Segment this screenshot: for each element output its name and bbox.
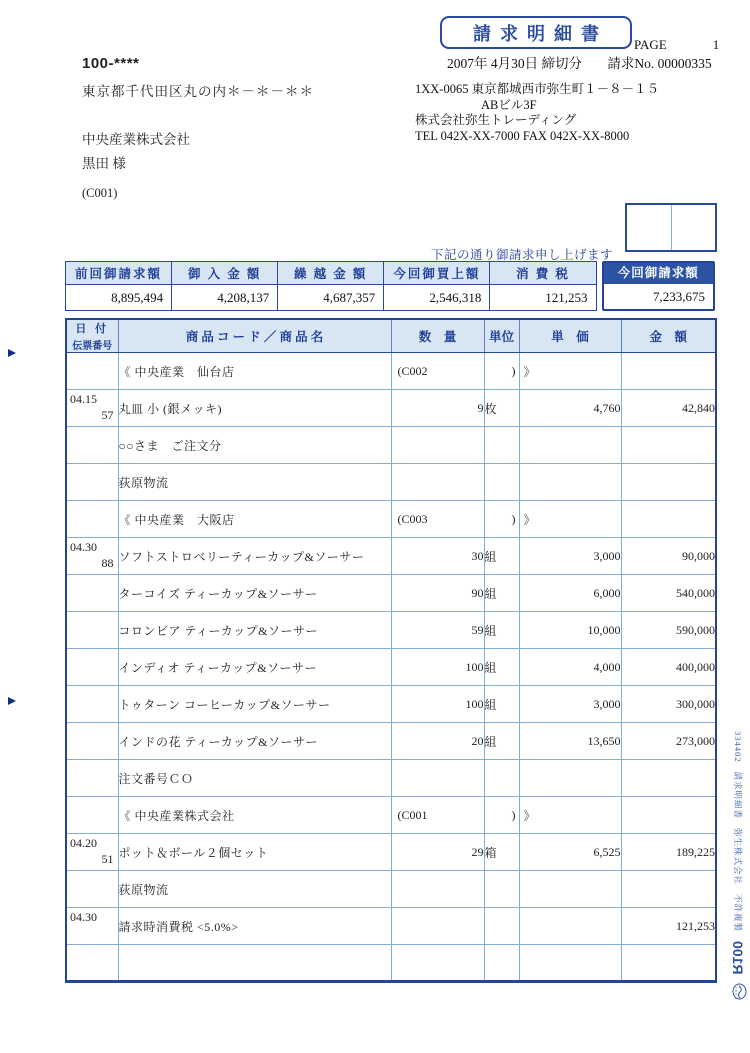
invoice-number: 請求No. 00000335 (607, 56, 712, 71)
cell-amount: 590,000 (621, 612, 716, 649)
cell-unit-price: 10,000 (519, 612, 621, 649)
cell-amount (621, 760, 716, 797)
col-unit: 単位 (484, 319, 519, 353)
cell-unit-price (519, 464, 621, 501)
cell-unit (484, 871, 519, 908)
cell-product-name: コロンビア ティーカップ&ソーサー (118, 612, 391, 649)
cell-date (66, 649, 118, 686)
sender-company: 株式会社弥生トレーディング (415, 113, 577, 127)
detail-header-row (66, 319, 716, 353)
copy-prohibited-label: 不許複製 (733, 894, 744, 933)
summary-val-current-billing: 7,233,675 (653, 289, 705, 304)
cell-amount (621, 353, 716, 390)
table-row (66, 464, 716, 501)
cell-unit: 枚 (484, 390, 519, 427)
cell-date (66, 871, 118, 908)
summary-table (65, 261, 715, 311)
approval-stamp-box (625, 203, 717, 252)
cell-amount: 273,000 (621, 723, 716, 760)
cell-quantity (391, 427, 484, 464)
document-title-box (440, 16, 632, 49)
cell-quantity: 100 (391, 649, 484, 686)
col-amount: 金 額 (621, 319, 716, 353)
cell-unit: ) (484, 353, 519, 390)
cell-product-name: ソフトストロベリーティーカップ&ソーサー (118, 538, 391, 575)
cell-unit-price: 》 (519, 797, 621, 834)
cell-amount (621, 797, 716, 834)
cell-quantity (391, 871, 484, 908)
cell-date (66, 464, 118, 501)
summary-main-table (65, 261, 597, 311)
table-row (66, 871, 716, 908)
cell-product-name: 注文番号ＣＯ (118, 760, 391, 797)
cell-product-name: インディオ ティーカップ&ソーサー (118, 649, 391, 686)
stamp-cell (627, 205, 672, 250)
cell-quantity (391, 464, 484, 501)
cell-quantity: 90 (391, 575, 484, 612)
table-row (66, 723, 716, 760)
cell-unit: ) (484, 797, 519, 834)
cell-unit: ) (484, 501, 519, 538)
cell-amount: 90,000 (621, 538, 716, 575)
billing-notice: 下記の通り御請求申し上げます (431, 248, 614, 262)
cell-date: 04.20 51 (66, 834, 118, 871)
cell-unit-price: 6,000 (519, 575, 621, 612)
summary-val-current-purchase: 2,546,318 (384, 285, 490, 311)
cell-product-name: 請求時消費税 <5.0%> (118, 908, 391, 945)
cell-unit-price (519, 427, 621, 464)
cell-amount: 42,840 (621, 390, 716, 427)
cell-amount: 121,253 (621, 908, 716, 945)
form-maker: 弥生株式会社 (733, 828, 744, 886)
recipient-customer-code: (C001) (82, 186, 118, 200)
cell-product-name: 丸皿 小 (銀メッキ) (118, 390, 391, 427)
recycled-paper-mark: R100 (730, 941, 747, 975)
cell-unit: 組 (484, 686, 519, 723)
document-title: 請求明細書 (473, 23, 608, 44)
cell-amount (621, 945, 716, 982)
cell-amount: 300,000 (621, 686, 716, 723)
page-label: PAGE (634, 37, 667, 52)
sender-block (415, 82, 659, 144)
cell-amount (621, 427, 716, 464)
cell-date (66, 427, 118, 464)
closing-date-row (447, 52, 747, 72)
cell-quantity (391, 945, 484, 982)
table-row (66, 612, 716, 649)
col-product: 商 品 コ ー ド ／ 商 品 名 (118, 319, 391, 353)
cell-quantity: 29 (391, 834, 484, 871)
cell-unit (484, 945, 519, 982)
soy-ink-logo (730, 983, 747, 1000)
recipient-person: 黒田 様 (82, 156, 126, 171)
cell-date (66, 353, 118, 390)
cell-date: 04.30 (66, 908, 118, 945)
cell-product-name: 《 中央産業 仙台店 (118, 353, 391, 390)
cell-unit-price: 4,760 (519, 390, 621, 427)
table-row (66, 427, 716, 464)
summary-col-payment: 御 入 金 額 (172, 262, 278, 285)
cell-date (66, 797, 118, 834)
cell-product-name: 荻原物流 (118, 464, 391, 501)
recipient-company: 中央産業株式会社 (82, 132, 190, 147)
current-billing-box (602, 261, 715, 311)
detail-table (65, 318, 715, 983)
page-indicator (634, 37, 719, 53)
table-row (66, 390, 716, 427)
cell-quantity: (C002 (391, 353, 484, 390)
table-row (66, 945, 716, 982)
cell-quantity: 100 (391, 686, 484, 723)
cell-unit-price: 6,525 (519, 834, 621, 871)
summary-col-carryover: 繰 越 金 額 (278, 262, 384, 285)
cell-unit: 組 (484, 538, 519, 575)
cell-unit-price (519, 908, 621, 945)
cell-product-name (118, 945, 391, 982)
cell-quantity: (C003 (391, 501, 484, 538)
form-name: 請求明細書 (733, 771, 744, 820)
summary-header-row (66, 262, 597, 285)
cell-date (66, 501, 118, 538)
cell-quantity: 20 (391, 723, 484, 760)
summary-val-payment: 4,208,137 (172, 285, 278, 311)
cell-product-name: トゥターン コーヒーカップ&ソーサー (118, 686, 391, 723)
cell-amount (621, 464, 716, 501)
summary-val-carryover: 4,687,357 (278, 285, 384, 311)
cell-date (66, 686, 118, 723)
cell-unit-price: 13,650 (519, 723, 621, 760)
cell-quantity: 59 (391, 612, 484, 649)
summary-val-tax: 121,253 (490, 285, 596, 311)
cell-unit: 組 (484, 575, 519, 612)
page-number: 1 (712, 37, 720, 52)
summary-col-current-billing: 今回御請求額 (604, 263, 713, 284)
cell-unit-price: 3,000 (519, 538, 621, 575)
cell-unit (484, 908, 519, 945)
cell-product-name: 《 中央産業株式会社 (118, 797, 391, 834)
svg-text:SOY INK: SOY INK (734, 986, 738, 1000)
table-row (66, 908, 716, 945)
cell-date: 04.15 57 (66, 390, 118, 427)
cell-unit-price (519, 871, 621, 908)
col-quantity: 数 量 (391, 319, 484, 353)
cell-product-name: 荻原物流 (118, 871, 391, 908)
registration-mark (8, 697, 16, 705)
registration-mark (8, 349, 16, 357)
cell-quantity: 30 (391, 538, 484, 575)
table-row (66, 353, 716, 390)
stamp-cell (672, 205, 716, 250)
sender-postal-address: 1XX-0065 東京都城西市弥生町１－８－１５ (415, 82, 660, 96)
summary-col-previous-balance: 前回御請求額 (66, 262, 172, 285)
cell-amount: 540,000 (621, 575, 716, 612)
recipient-postal-code: 100-**** (82, 55, 140, 72)
cell-date (66, 612, 118, 649)
form-code: 334402 (733, 731, 744, 763)
cell-amount: 189,225 (621, 834, 716, 871)
cell-unit (484, 760, 519, 797)
summary-val-previous-balance: 8,895,494 (66, 285, 172, 311)
table-row (66, 834, 716, 871)
recipient-block (82, 55, 314, 201)
table-row (66, 797, 716, 834)
table-row (66, 686, 716, 723)
cell-date (66, 575, 118, 612)
cell-date: 04.30 88 (66, 538, 118, 575)
sender-building: ABビル3F (481, 97, 537, 112)
table-row (66, 538, 716, 575)
cell-date (66, 723, 118, 760)
cell-product-name: ターコイズ ティーカップ&ソーサー (118, 575, 391, 612)
cell-date (66, 760, 118, 797)
table-row (66, 760, 716, 797)
cell-quantity (391, 908, 484, 945)
cell-unit-price (519, 760, 621, 797)
cell-unit: 組 (484, 612, 519, 649)
cell-amount: 400,000 (621, 649, 716, 686)
summary-col-tax: 消 費 税 (490, 262, 596, 285)
recipient-address: 東京都千代田区丸の内＊－＊－＊＊ (82, 84, 314, 99)
cell-unit-price: 》 (519, 353, 621, 390)
closing-date: 2007年 4月30日 締切分 (447, 56, 582, 71)
cell-amount (621, 501, 716, 538)
summary-col-current-purchase: 今回御買上額 (384, 262, 490, 285)
table-row (66, 649, 716, 686)
cell-unit-price: 》 (519, 501, 621, 538)
cell-unit (484, 427, 519, 464)
table-row (66, 501, 716, 538)
table-row (66, 575, 716, 612)
cell-product-name: ポット＆ボール２個セット (118, 834, 391, 871)
summary-value-row (66, 285, 597, 311)
cell-unit-price: 4,000 (519, 649, 621, 686)
cell-unit: 箱 (484, 834, 519, 871)
cell-amount (621, 871, 716, 908)
cell-product-name: ○○さま ご注文分 (118, 427, 391, 464)
cell-unit-price: 3,000 (519, 686, 621, 723)
cell-unit: 組 (484, 649, 519, 686)
cell-quantity (391, 760, 484, 797)
cell-product-name: インドの花 ティーカップ&ソーサー (118, 723, 391, 760)
form-side-strip (730, 731, 747, 1000)
cell-unit-price (519, 945, 621, 982)
cell-quantity: 9 (391, 390, 484, 427)
cell-unit (484, 464, 519, 501)
cell-quantity: (C001 (391, 797, 484, 834)
col-date-voucher: 日 付 伝票番号 (66, 319, 118, 353)
cell-date (66, 945, 118, 982)
cell-unit: 組 (484, 723, 519, 760)
sender-tel-fax: TEL 042X-XX-7000 FAX 042X-XX-8000 (415, 128, 630, 143)
cell-product-name: 《 中央産業 大阪店 (118, 501, 391, 538)
col-unit-price: 単 価 (519, 319, 621, 353)
